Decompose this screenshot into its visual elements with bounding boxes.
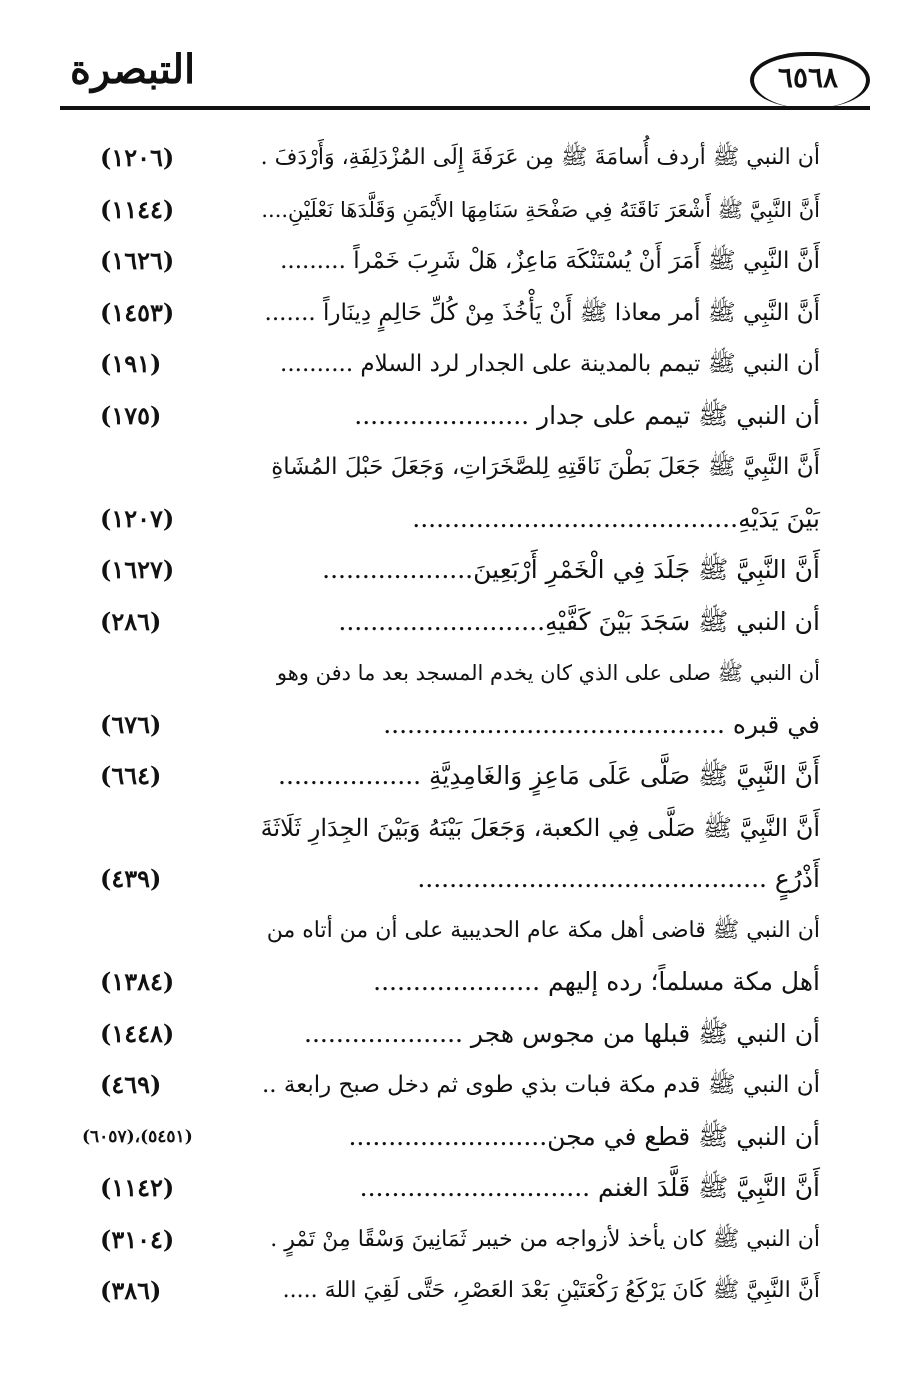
entry-text: أَنَّ النَّبِيَّ ﷺ صَلَّى عَلَى مَاعِزٍ وَالغَامِدِيَّةِ .................. <box>278 761 820 790</box>
entry-reference: (١٦٢٦) <box>100 246 175 275</box>
entry-text: أَذْرُعٍ ............................................ <box>417 864 820 893</box>
entry-text: أَنَّ النَّبِيَّ ﷺ أَشْعَرَ نَاقَتَهُ فِي صَفْحَةِ سَنَامِهَا الأَيْمَنِ وَقَلَّدَهَا نَعْلَيْنِ.... <box>261 197 820 222</box>
index-entry <box>100 1162 820 1214</box>
entry-text: أن النبي ﷺ قطع في مجن......................... <box>348 1121 820 1151</box>
entry-text: أَنَّ النَّبِي ﷺ أمر معاذا ﷺ أَنْ يَأْخُذَ مِنْ كُلِّ حَالِمٍ دِينَاراً ....... <box>264 299 820 326</box>
index-entry <box>100 441 820 493</box>
index-entry <box>100 647 820 699</box>
entry-text: أَنَّ النَّبِيَّ ﷺ صَلَّى فِي الكعبة، وَجَعَلَ بَيْنَهُ وَبَيْنَ الجِدَارِ ثَلَاثَةَ <box>260 813 820 842</box>
index-entry <box>82 1111 820 1163</box>
entry-text: أَنَّ النَّبِي ﷺ أَمَرَ أَنْ يُسْتَنْكَهَ مَاعِزٌ، هَلْ شَرِبَ خَمْراً ......... <box>280 248 820 274</box>
entry-text: أن النبي ﷺ سَجَدَ بَيْنَ كَفَّيْهِ.......................... <box>338 606 820 636</box>
entry-text: أن النبي ﷺ تيمم بالمدينة على الجدار لرد السلام .......... <box>280 351 820 377</box>
index-entry <box>100 544 820 596</box>
index-entry <box>100 1265 820 1317</box>
page-number: ٦٥٦٨ <box>777 61 839 94</box>
entry-reference: (١٢٠٧) <box>100 503 175 533</box>
entry-reference: (٦٧٦) <box>100 709 162 739</box>
entry-reference: (١٧٥) <box>100 400 162 430</box>
index-entry <box>100 596 820 648</box>
entry-reference: (٣٨٦) <box>100 1276 162 1305</box>
entry-text: أهل مكة مسلماً؛ رده إليهم ..................... <box>373 967 820 996</box>
entry-reference: (٦٦٤) <box>100 761 162 790</box>
entry-reference: (١٦٢٧) <box>100 555 175 584</box>
entry-reference: (٢٨٦) <box>100 606 162 636</box>
index-entry <box>100 493 820 545</box>
entry-text: أن النبي ﷺ أردف أُسامَةَ ﷺ مِن عَرَفَةَ إِلَى المُزْدَلِفَةِ، وَأَرْدَفَ . <box>260 145 820 170</box>
index-entry <box>100 287 820 339</box>
index-entry <box>100 235 820 287</box>
entry-text: بَيْنَ يَدَيْهِ......................................... <box>412 503 820 533</box>
entry-text: أَنَّ النَّبِيَّ ﷺ كَانَ يَرْكَعُ رَكْعَتَيْنِ بَعْدَ العَصْرِ، حَتَّى لَقِيَ اللهَ ..... <box>282 1278 820 1303</box>
entry-text: أَنَّ النَّبِيَّ ﷺ جَعَلَ بَطْنَ نَاقَتِهِ لِلصَّخَرَاتِ، وَجَعَلَ حَبْلَ المُشَاةِ <box>271 454 820 480</box>
entry-text: أن النبي ﷺ قاضى أهل مكة عام الحديبية على أن من أتاه من <box>266 917 820 943</box>
index-entry <box>100 699 820 751</box>
entry-reference: (١٤٥٣) <box>100 297 175 327</box>
entry-text: أن النبي ﷺ قبلها من مجوس هجر .................... <box>304 1018 820 1048</box>
index-entry <box>100 1008 820 1060</box>
entry-text: في قبره ........................................... <box>383 709 820 739</box>
index-entry <box>100 1214 820 1266</box>
entry-reference: (١٤٤٨) <box>100 1018 175 1048</box>
index-entry <box>100 853 820 905</box>
index-entry <box>100 956 820 1008</box>
entry-text: أَنَّ النَّبِيَّ ﷺ قَلَّدَ الغنم ............................. <box>359 1173 820 1202</box>
entry-text: أن النبي ﷺ كان يأخذ لأزواجه من خيبر ثَمَانِينَ وَسْقًا مِنْ تَمْرٍ . <box>270 1226 820 1252</box>
index-entry <box>100 338 820 390</box>
index-entry <box>100 1059 820 1111</box>
index-entry <box>100 905 820 957</box>
entry-text: أن النبي ﷺ صلى على الذي كان يخدم المسجد بعد ما دفن وهو <box>276 661 820 685</box>
entry-reference: (١٩١) <box>100 349 162 378</box>
entry-text: أن النبي ﷺ تيمم على جدار ...................... <box>354 400 820 430</box>
index-entry <box>100 132 820 184</box>
entry-text: أَنَّ النَّبِيَّ ﷺ جَلَدَ فِي الْخَمْرِ أَرْبَعِينَ................... <box>322 555 820 584</box>
entry-reference: (١٢٠٦) <box>100 143 175 172</box>
book-title: التبصرة <box>70 46 196 93</box>
entry-text: أن النبي ﷺ قدم مكة فبات بذي طوى ثم دخل صبح رابعة .. <box>261 1072 820 1098</box>
entry-reference: (١١٤٢) <box>100 1173 175 1202</box>
entry-reference: (٣١٠٤) <box>100 1224 175 1254</box>
index-entry <box>100 750 820 802</box>
index-entry <box>100 390 820 442</box>
index-entry <box>100 184 820 236</box>
entry-reference: (٥٤٥١)،(٦٠٥٧) <box>82 1126 193 1147</box>
index-entry <box>100 802 820 854</box>
entry-reference: (١٣٨٤) <box>100 967 175 996</box>
entry-reference: (٤٣٩) <box>100 864 162 893</box>
entry-reference: (٤٦٩) <box>100 1070 162 1099</box>
entry-reference: (١١٤٤) <box>100 194 175 224</box>
